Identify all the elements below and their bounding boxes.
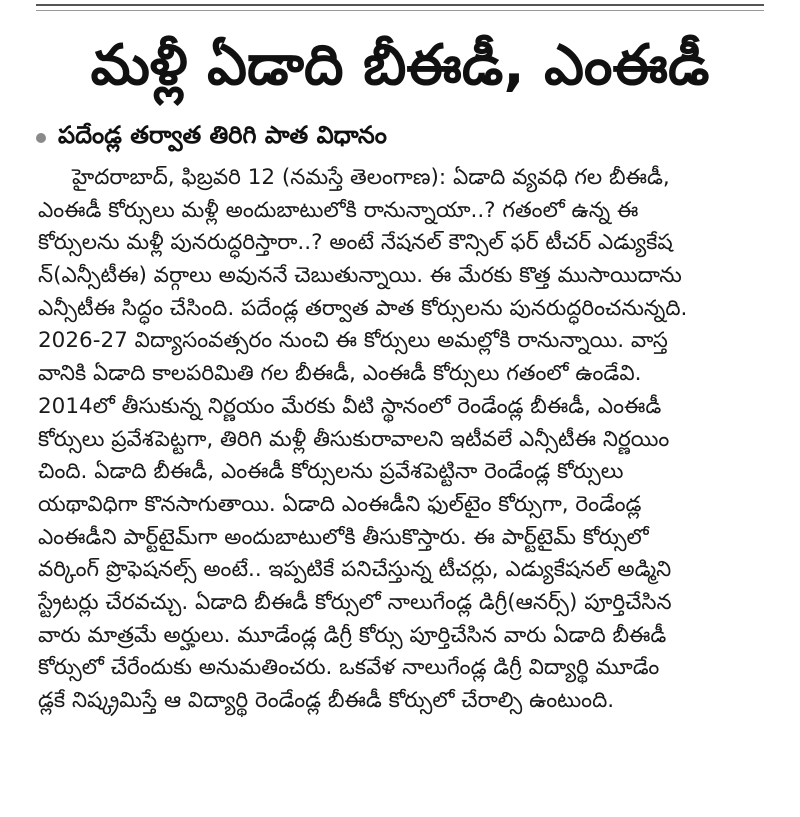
top-border-rule [36, 4, 764, 6]
body-line: డ్లకే నిష్క్రమిస్తే ఆ విద్యార్థి రెండేండ్ల బీఈడీ కోర్సులో చేరాల్సి ఉంటుంది. [38, 688, 615, 713]
body-line: కోర్సులను మళ్లీ పునరుద్ధరిస్తారా..? అంటే నేషనల్ కౌన్సిల్ ఫర్ టీచర్ ఎడ్యుకేష [38, 230, 673, 256]
body-line: 2014లో తీసుకున్న నిర్ణయం మేరకు వీటి స్థానంలో రెండేండ్ల బీఈడీ, ఎంఈడీ [38, 393, 662, 419]
top-border-rule-thin [36, 10, 764, 11]
subheading-text: పదేండ్ల తర్వాత తిరిగి పాత విధానం [58, 121, 387, 149]
body-line: వారు మాత్రమే అర్హులు. మూడేండ్ల డిగ్రీ కోర్సు పూర్తిచేసిన వారు ఏడాది బీఈడీ [38, 622, 667, 648]
body-line: వానికి ఏడాది కాలపరిమితి గల బీఈడీ, ఎంఈడీ కోర్సులు గతంలో ఉండేవి. [38, 361, 642, 387]
body-line: కోర్సులో చేరేందుకు అనుమతించరు. ఒకవేళ నాలుగేండ్ల డిగ్రీ విద్యార్థి మూడేం [38, 655, 660, 681]
body-line: వర్కింగ్ ప్రొఫెషనల్స్ అంటే.. ఇప్పటికే పనిచేస్తున్న టీచర్లు, ఎడ్యుకేషనల్ అడ్మిని [38, 557, 672, 583]
body-line: ఎన్సీటీఈ సిద్ధం చేసింది. పదేండ్ల తర్వాత పాత కోర్సులను పునరుద్ధరించనున్నది. [38, 295, 688, 321]
news-clipping [22, 0, 778, 817]
body-line: 2026-27 విద్యాసంవత్సరం నుంచి ఈ కోర్సులు అమల్లోకి రానున్నాయి. వాస్త [38, 328, 668, 354]
body-line: ఎంఈడీని పార్ట్‌టైమ్‌గా అందుబాటులోకి తీసుకొస్తారు. ఈ పార్ట్‌టైమ్ కోర్సులో [38, 524, 649, 550]
body-line: యథావిధిగా కొనసాగుతాయి. ఏడాది ఎంఈడీని ఫుల్‌టైం కోర్సుగా, రెండేండ్ల [38, 491, 642, 517]
bullet-icon [36, 133, 46, 143]
body-line: న్(ఎన్సీటీఈ) వర్గాలు అవుననే చెబుతున్నాయి. ఈ మేరకు కొత్త ముసాయిదాను [38, 263, 682, 289]
subheading [36, 120, 768, 156]
body-line: కోర్సులు ప్రవేశపెట్టగా, తిరిగి మళ్లీ తీసుకురావాలని ఇటీవలే ఎన్సీటీఈ నిర్ణయిం [38, 426, 670, 452]
headline: మళ్లీ ఏడాది బీఈడీ, ఎంఈడీ [90, 33, 710, 98]
body-line: ఎంఈడీ కోర్సులు మళ్లీ అందుబాటులోకి రానున్నాయా..? గతంలో ఉన్న ఈ [38, 197, 639, 223]
body-line: హైదరాబాద్, ఫిబ్రవరి 12 (నమస్తే తెలంగాణ): ఏడాది వ్యవధి గల బీఈడీ, [72, 165, 670, 190]
body-line: చింది. ఏడాది బీఈడీ, ఎంఈడీ కోర్సులను ప్రవేశపెట్టినా రెండేండ్ల కోర్సులు [38, 459, 624, 485]
article-body [38, 162, 768, 718]
body-line: స్ట్రేటర్లు చేరవచ్చు. ఏడాది బీఈడీ కోర్సులో నాలుగేండ్ల డిగ్రీ(ఆనర్స్) పూర్తిచేసిన [38, 589, 672, 615]
